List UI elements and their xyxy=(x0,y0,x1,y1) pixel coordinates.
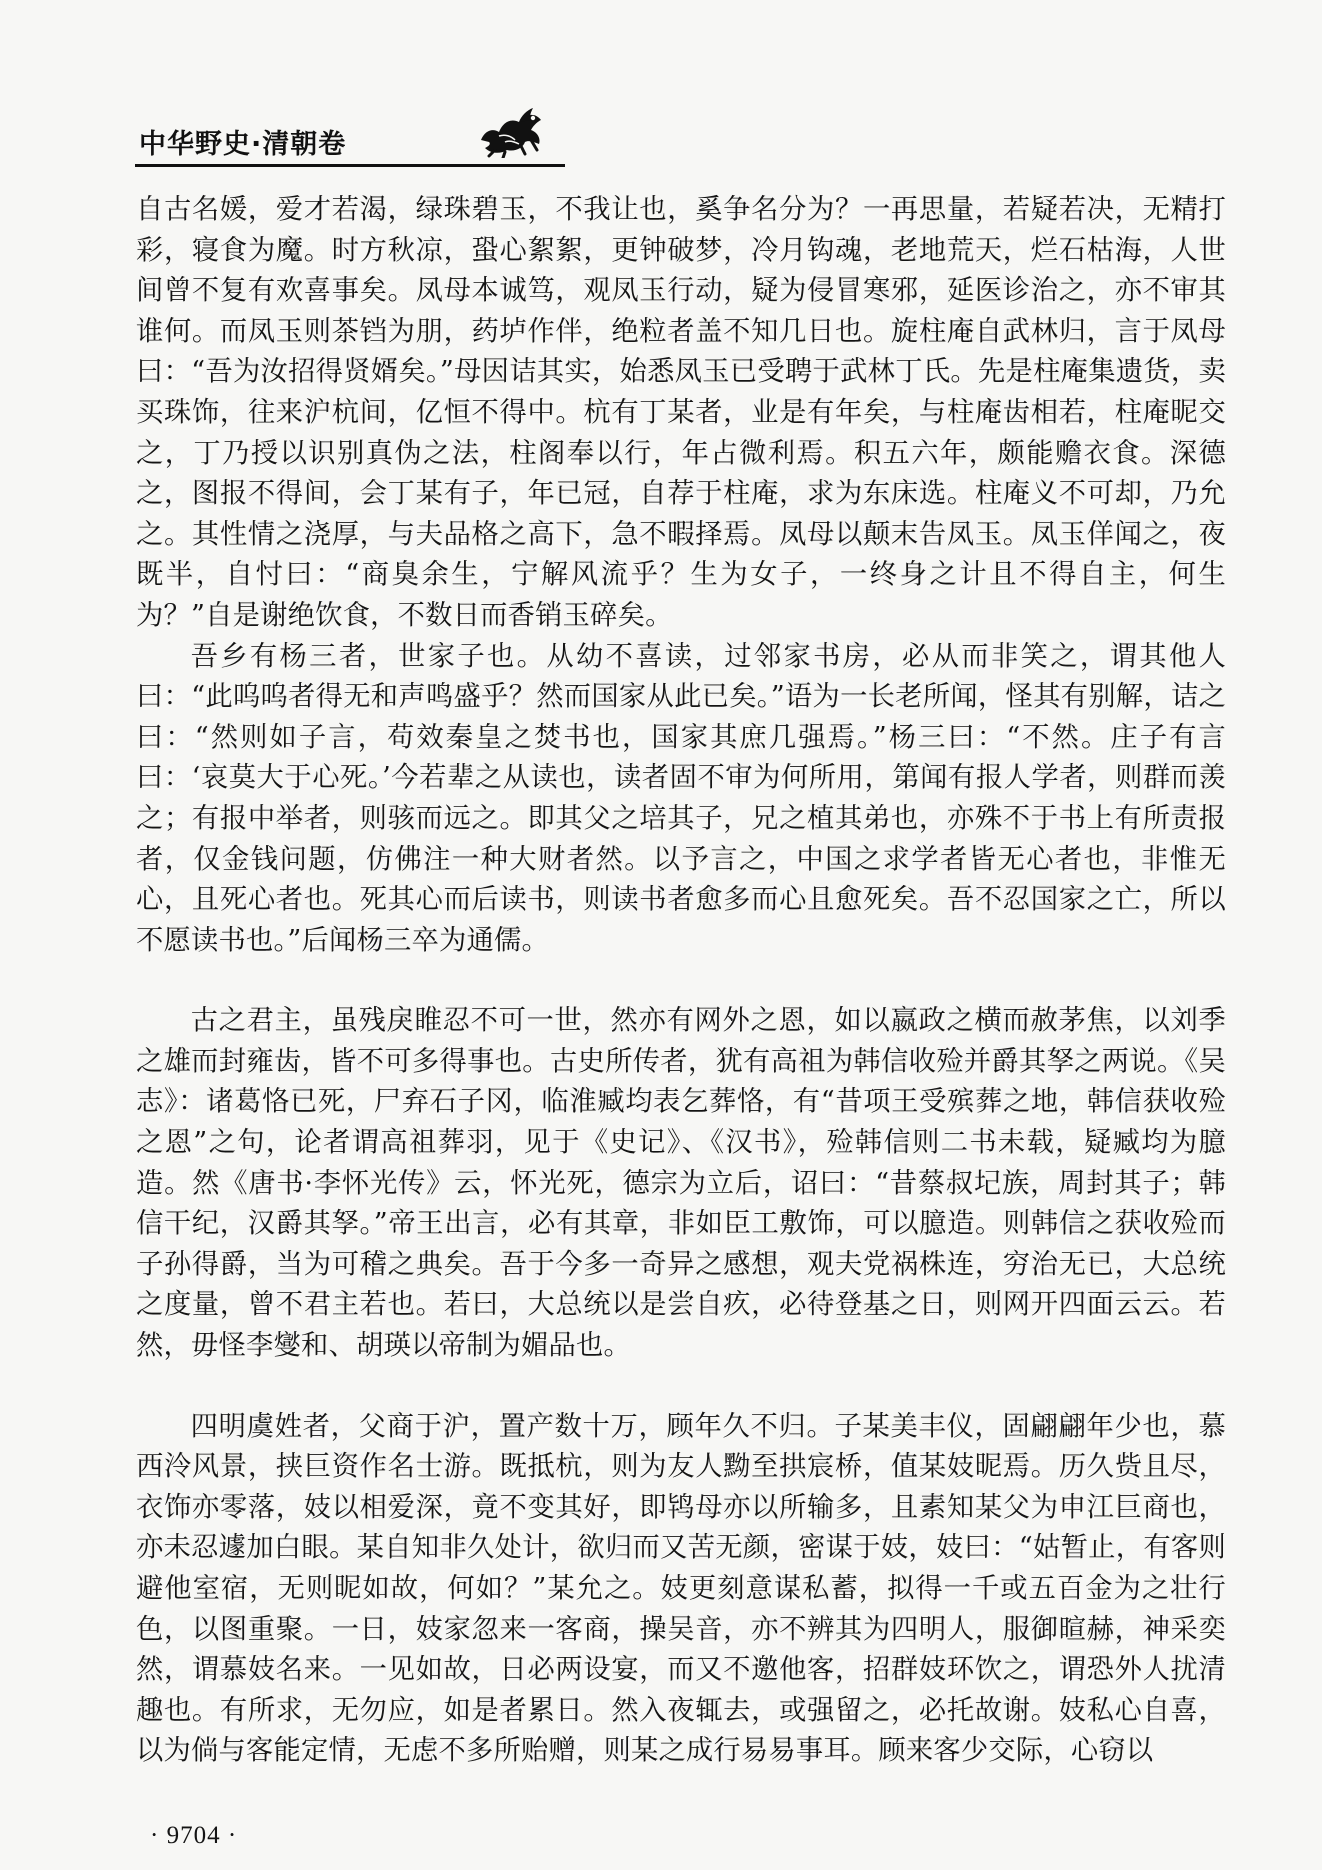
section-gap xyxy=(136,1367,1226,1407)
page-number: · 9704 · xyxy=(150,1822,238,1849)
paragraph-4: 四明虞姓者，父商于沪，置产数十万，顾年久不归。子某美丰仪，固翩翩年少也，慕西泠风景，挟巨资作名士游。既抵杭，则为友人黝至拱宸桥，值某妓昵焉。历久赀且尽，衣饰亦零落，妓以相爱深，竟不变其好，即鸨母亦以所输多，且素知某父为申江巨商也，亦未忍遽加白眼。某自知非久处计，欲归而又苦无颜，密谋于妓，妓曰：“姑暂止，有客则避他室宿，无则昵如故，何如？”某允之。妓更刻意谋私蓄，拟得一千或五百金为之壮行色，以图重聚。一日，妓家忽来一客商，操吴音，亦不辨其为四明人，服御暄赫，神采奕然，谓慕妓名来。一见如故，日必两设宴，而又不邀他客，招群妓环饮之，谓恐外人扰清趣也。有所求，无勿应，如是者累日。然入夜辄去，或强留之，必托故谢。妓私心自喜，以为倘与客能定情，无虑不多所贻赠，则某之成行易易事耳。顾来客少交际，心窃以 xyxy=(136,1410,1226,1767)
page-body xyxy=(136,190,1226,1772)
header-rule xyxy=(135,164,565,167)
dragon-emblem-icon xyxy=(475,100,547,158)
paragraph-3: 古之君主，虽残戾睢忍不可一世，然亦有网外之恩，如以嬴政之横而赦茅焦，以刘季之雄而封雍齿，皆不可多得事也。古史所传者，犹有高祖为韩信收殓并爵其孥之两说。《吴志》：诸葛恪已死，尸弃石子冈，临淮臧均表乞葬恪，有“昔项王受殡葬之地，韩信获收殓之恩”之句，论者谓高祖葬羽，见于《史记》、《汉书》，殓韩信则二书未载，疑臧均为臆造。然《唐书·李怀光传》云，怀光死，德宗为立后，诏曰：“昔蔡叔圮族，周封其子；韩信干纪，汉爵其孥。”帝王出言，必有其章，非如臣工敷饰，可以臆造。则韩信之获收殓而子孙得爵，当为可稽之典矣。吾于今多一奇异之感想，观夫党祸株连，穷治无已，大总统之度量，曾不君主若也。若曰，大总统以是尝自疚，必待登基之日，则网开四面云云。若然，毋怪李燮和、胡瑛以帝制为媚品也。 xyxy=(136,1005,1226,1362)
book-title: 中华野史·清朝卷 xyxy=(139,129,347,160)
page-header xyxy=(135,98,1145,168)
paragraph-1: 自古名媛，爱才若渴，绿珠碧玉，不我让也，奚争名分为？一再思量，若疑若决，无精打彩，寝食为魔。时方秋凉，蛩心絮絮，更钟破梦，冷月钩魂，老地荒天，烂石枯海，人世间曾不复有欢喜事矣。凤母本诚笃，观凤玉行动，疑为侵冒寒邪，延医诊治之，亦不审其谁何。而凤玉则茶铛为朋，药垆作伴，绝粒者盖不知几日也。旋柱庵自武林归，言于凤母曰：“吾为汝招得贤婿矣。”母因诘其实，始悉凤玉已受聘于武林丁氏。先是柱庵集遗货，卖买珠饰，往来沪杭间，亿恒不得中。杭有丁某者，业是有年矣，与柱庵齿相若，柱庵昵交之，丁乃授以识别真伪之法，柱阁奉以行，年占微利焉。积五六年，颇能赡衣食。深德之，图报不得间，会丁某有子，年已冠，自荐于柱庵，求为东床选。柱庵义不可却，乃允之。其性情之浇厚，与夫品格之高下，急不暇择焉。凤母以颠末告凤玉。凤玉佯闻之，夜既半，自忖曰：“商臭余生，宁解风流乎？生为女子，一终身之计且不得自主，何生为？”自是谢绝饮食，不数日而香销玉碎矣。 xyxy=(136,194,1226,631)
paragraph-2: 吾乡有杨三者，世家子也。从幼不喜读，过邻家书房，必从而非笑之，谓其他人曰：“此呜呜者得无和声鸣盛乎？然而国家从此已矣。”语为一长老所闻，怪其有别解，诘之曰：“然则如子言，苟效秦皇之焚书也，国家其庶几强焉。”杨三曰：“不然。庄子有言曰：‘哀莫大于心死。’今若辈之从读也，读者固不审为何所用，第闻有报人学者，则群而羡之；有报中举者，则骇而远之。即其父之培其子，兄之植其弟也，亦殊不于书上有所责报者，仅金钱问题，仿佛注一种大财者然。以予言之，中国之求学者皆无心者也，非惟无心，且死心者也。死其心而后读书，则读书者愈多而心且愈死矣。吾不忍国家之亡，所以不愿读书也。”后闻杨三卒为通儒。 xyxy=(136,640,1226,956)
section-gap xyxy=(136,961,1226,1001)
